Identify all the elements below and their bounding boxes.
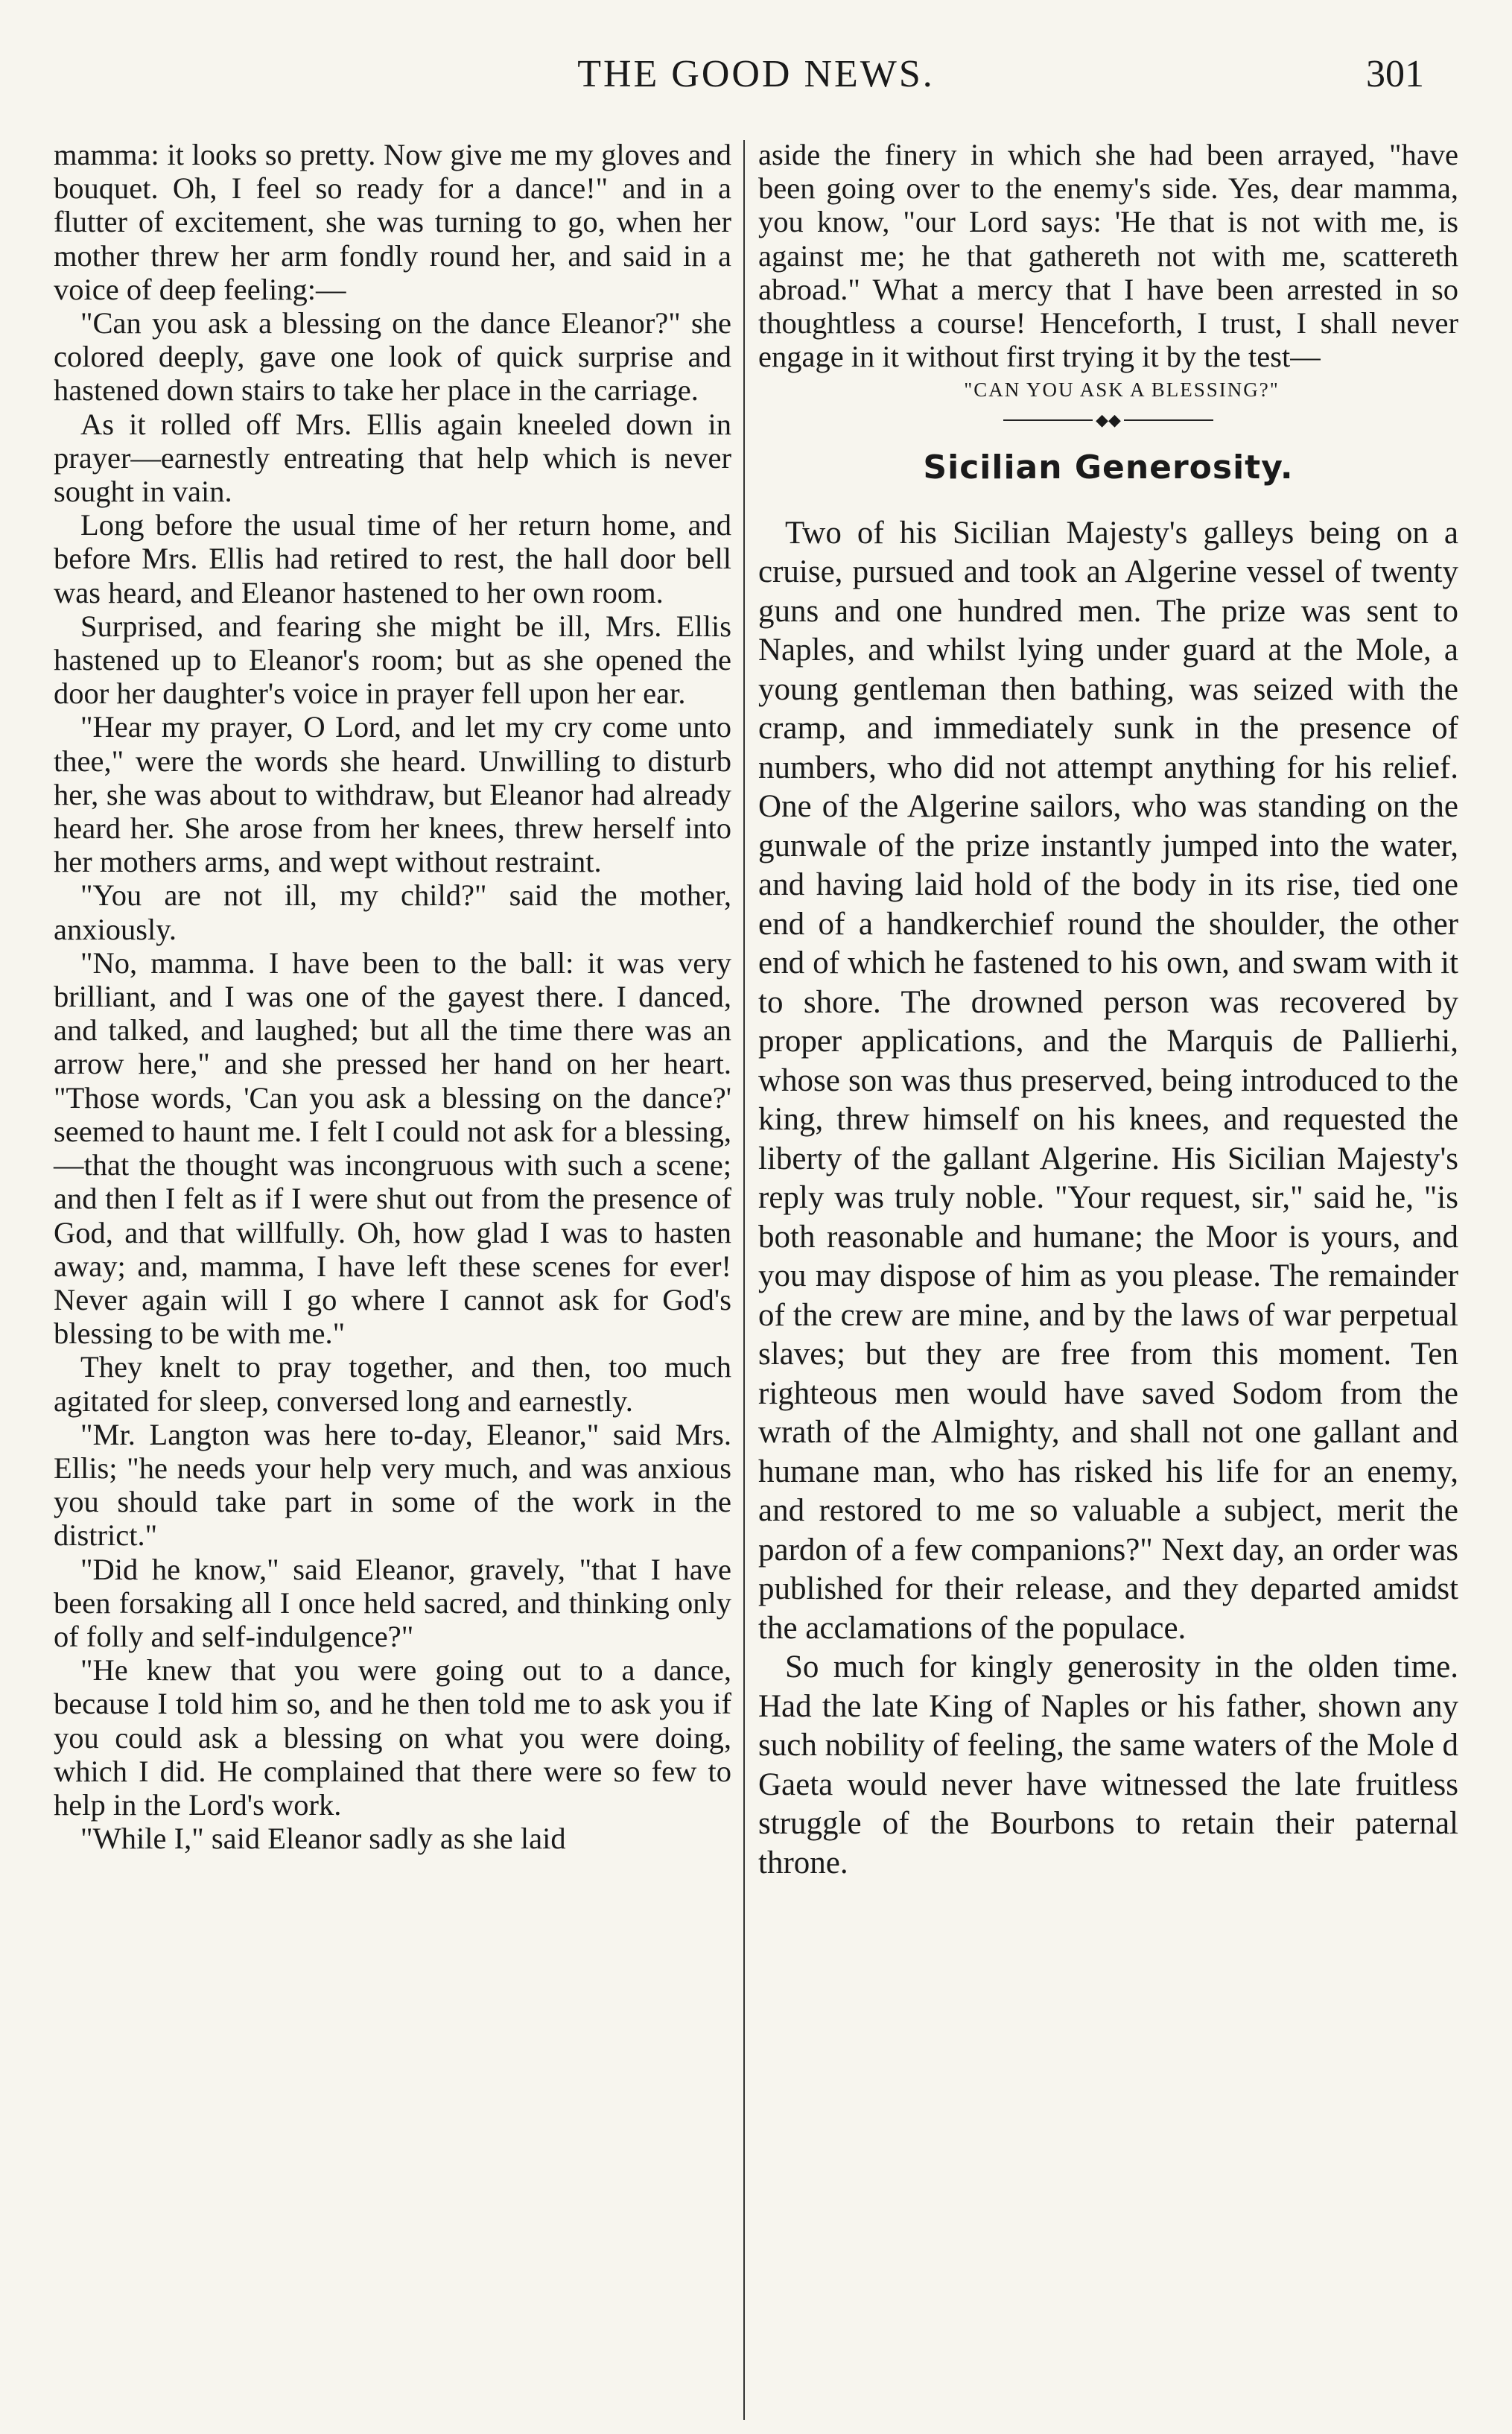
paragraph: "He knew that you were going out to a dance, because I told him so, and he then told me to ask you if you could ask a blessing on what you were doing, which I did. He complained that there were so few to help in the Lord's work. xyxy=(54,1653,731,1822)
paragraph: "Hear my prayer, O Lord, and let my cry come unto thee," were the words she heard. Unwilling to disturb her, she was about to withdraw, but Eleanor had already heard her. She arose from her knees, threw herself into her mothers arms, and wept without restraint. xyxy=(54,710,731,879)
paragraph: They knelt to pray together, and then, too much agitated for sleep, conversed long and earnestly. xyxy=(54,1350,731,1418)
story-closing-line: "CAN YOU ASK A BLESSING?" xyxy=(964,378,1280,402)
article-body xyxy=(758,514,1458,1883)
paragraph: Two of his Sicilian Majesty's galleys being on a cruise, pursued and took an Algerine vessel of twenty guns and one hundred men. The prize was sent to Naples, and whilst lying under guard at the Mole, a young gentleman then bathing, was seized with the cramp, and immediately sunk in the presence of numbers, who did not attempt anything for his relief. One of the Algerine sailors, who was standing on the gunwale of the prize instantly jumped into the water, and having laid hold of the body in its rise, tied one end of a handkerchief round the shoulder, the other end of which he fastened to his own, and swam with it to shore. The drowned person was recovered by proper applications, and the Marquis de Pallierhi, whose son was thus preserved, being introduced to the king, threw himself on his knees, and requested the liberty of the gallant Algerine. His Sicilian Majesty's reply was truly noble. "Your request, sir," said he, "is both reasonable and humane; the Moor is yours, and you may dispose of him as you please. The remainder of the crew are mine, and by the laws of war perpetual slaves; but they are free from this moment. Ten righteous men would have saved Sodom from the wrath of the Almighty, and shall not one gallant and humane man, who has risked his life for an enemy, and restored to me so valuable a subject, merit the pardon of a few companions?" Next day, an order was published for their release, and they departed amidst the acclamations of the populace. xyxy=(758,515,1458,1646)
paragraph: "Can you ask a blessing on the dance Eleanor?" she colored deeply, gave one look of quick surprise and hastened down stairs to take her place in the carriage. xyxy=(54,306,731,408)
paragraph: "While I," said Eleanor sadly as she laid xyxy=(80,1822,566,1856)
paragraph: Surprised, and fearing she might be ill, Mrs. Ellis hastened up to Eleanor's room; but as she opened the door her daughter's voice in prayer fell upon her ear. xyxy=(54,609,731,711)
paragraph: mamma: it looks so pretty. Now give me my gloves and bouquet. Oh, I feel so ready for a dance!" and in a flutter of excitement, she was turning to go, when her mother threw her arm fondly round her, and said in a voice of deep feeling:— xyxy=(54,138,731,306)
section-ornament: ◆◆ xyxy=(758,412,1458,428)
page-number: 301 xyxy=(1366,53,1424,95)
paragraph: "Did he know," said Eleanor, gravely, "that I have been forsaking all I once held sacred, and thinking only of folly and self-indulgence?" xyxy=(54,1552,731,1653)
paragraph: So much for kingly generosity in the olden time. Had the late King of Naples or his father, shown any such nobility of feeling, the same waters of the Mole d Gaeta would never have witnessed the late fruitless struggle of the Bourbons to retain their paternal throne. xyxy=(758,1649,1458,1880)
left-column xyxy=(54,138,731,1855)
right-column xyxy=(758,138,1458,1883)
section-title: Sicilian Generosity. xyxy=(923,448,1294,487)
paragraph: "You are not ill, my child?" said the mother, anxiously. xyxy=(54,878,731,946)
paragraph: As it rolled off Mrs. Ellis again kneeled down in prayer—earnestly entreating that help which is never sought in vain. xyxy=(54,407,731,509)
story-continuation: aside the finery in which she had been arrayed, "have been going over to the enemy's side. Yes, dear mamma, you know, "our Lord says: 'He that is not with me, is against me; he that gathereth not with me, scattereth abroad." What a mercy that I have been arrested in so thoughtless a course! Henceforth, I trust, I shall never engage in it without first trying it by the test— xyxy=(758,138,1458,374)
column-divider xyxy=(743,140,745,2420)
paragraph: Long before the usual time of her return home, and before Mrs. Ellis had retired to rest, the hall door bell was heard, and Eleanor hastened to her own room. xyxy=(54,508,731,609)
paragraph: "Mr. Langton was here to-day, Eleanor," said Mrs. Ellis; "he needs your help very much, and was anxious you should take part in some of the work in the district." xyxy=(54,1417,731,1553)
paragraph: "No, mamma. I have been to the ball: it was very brilliant, and I was one of the gayest there. I danced, and talked, and laughed; but all the time there was an arrow here," and she pressed her hand on her heart. "Those words, 'Can you ask a blessing on the dance?' seemed to haunt me. I felt I could not ask for a blessing,—that the thought was incongruous with such a scene; and then I felt as if I were shut out from the presence of God, and that willfully. Oh, how glad I was to hasten away; and, mamma, I have left these scenes for ever! Never again will I go where I cannot ask for God's blessing to be with me." xyxy=(54,945,731,1351)
page-header xyxy=(0,45,1512,112)
publication-title: THE GOOD NEWS. xyxy=(577,53,935,95)
